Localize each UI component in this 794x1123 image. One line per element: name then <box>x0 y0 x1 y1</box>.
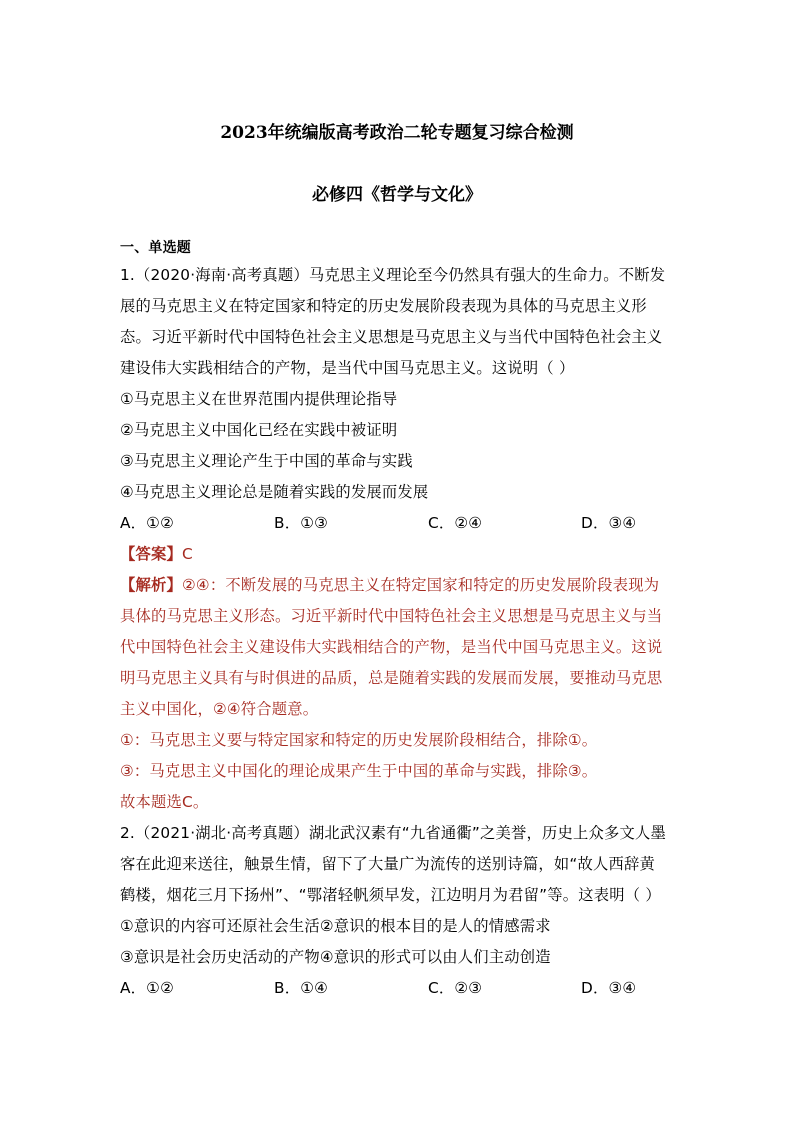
question-2 <box>120 818 680 1004</box>
question-1-analysis-line-1 <box>120 570 680 601</box>
answer-value: C <box>182 545 193 563</box>
question-2-stem-line-3: 鹤楼，烟花三月下扬州”、“鄂渚轻帆须早发，江边明月为君留”等。这表明（ ） <box>120 886 661 904</box>
analysis-tag: 【解析】 <box>120 576 182 594</box>
document-body <box>120 236 680 1004</box>
question-1 <box>120 260 680 818</box>
question-1-option-c: C．②④ <box>428 514 483 532</box>
question-1-analysis-line-6: ①：马克思主义要与特定国家和特定的历史发展阶段相结合，排除①。 <box>120 731 598 749</box>
question-1-analysis-line-3: 代中国特色社会主义建设伟大实践相结合的产物，是当代中国马克思主义。这说 <box>120 638 663 656</box>
question-2-option-d: D．③④ <box>581 979 637 997</box>
question-1-analysis-line-4: 明马克思主义具有与时俱进的品质，总是随着实践的发展而发展，要推动马克思 <box>120 669 663 687</box>
question-2-options <box>120 973 680 1004</box>
question-1-option-b: B．①③ <box>274 514 329 532</box>
question-1-stem-line-3: 态。习近平新时代中国特色社会主义思想是马克思主义与当代中国特色社会主义 <box>120 328 663 346</box>
section-heading: 一、单选题 <box>120 240 191 256</box>
question-1-statement-1: ①马克思主义在世界范围内提供理论指导 <box>120 390 398 408</box>
page-title: 2023年统编版高考政治二轮专题复习综合检测 <box>220 123 574 143</box>
question-1-analysis-line-7: ③：马克思主义中国化的理论成果产生于中国的革命与实践，排除③。 <box>120 762 598 780</box>
page-subtitle: 必修四《哲学与文化》 <box>312 185 482 205</box>
question-1-conclusion: 故本题选C。 <box>120 793 209 811</box>
question-2-option-b: B．①④ <box>274 979 329 997</box>
question-2-stem-line-1: 2.（2021·湖北·高考真题）湖北武汉素有“九省通衢”之美誉，历史上众多文人墨 <box>120 824 667 842</box>
question-1-option-a: A．①② <box>120 514 174 532</box>
question-1-options <box>120 508 680 539</box>
question-2-statement-2: ③意识是社会历史活动的产物④意识的形式可以由人们主动创造 <box>120 948 551 966</box>
question-1-answer <box>120 539 680 570</box>
question-1-statement-4: ④马克思主义理论总是随着实践的发展而发展 <box>120 483 429 501</box>
question-2-option-c: C．②③ <box>428 979 483 997</box>
question-1-stem-line-4: 建设伟大实践相结合的产物，是当代中国马克思主义。这说明（ ） <box>120 359 575 377</box>
question-2-statement-1: ①意识的内容可还原社会生活②意识的根本目的是人的情感需求 <box>120 917 551 935</box>
question-1-analysis-line-5: 主义中国化，②④符合题意。 <box>120 700 319 718</box>
question-1-statement-2: ②马克思主义中国化已经在实践中被证明 <box>120 421 398 439</box>
question-1-stem-line-2: 展的马克思主义在特定国家和特定的历史发展阶段表现为具体的马克思主义形 <box>120 297 647 315</box>
answer-tag: 【答案】 <box>120 545 182 563</box>
question-1-analysis-line-2: 具体的马克思主义形态。习近平新时代中国特色社会主义思想是马克思主义与当 <box>120 607 663 625</box>
analysis-text: ②④：不断发展的马克思主义在特定国家和特定的历史发展阶段表现为 <box>182 576 660 594</box>
question-1-stem-line-1: 1.（2020·海南·高考真题）马克思主义理论至今仍然具有强大的生命力。不断发 <box>120 266 666 284</box>
question-1-statement-3: ③马克思主义理论产生于中国的革命与实践 <box>120 452 413 470</box>
question-2-option-a: A．①② <box>120 979 174 997</box>
question-1-option-d: D．③④ <box>581 514 637 532</box>
question-2-stem-line-2: 客在此迎来送往，触景生情，留下了大量广为流传的送别诗篇，如“故人西辞黄 <box>120 855 656 873</box>
